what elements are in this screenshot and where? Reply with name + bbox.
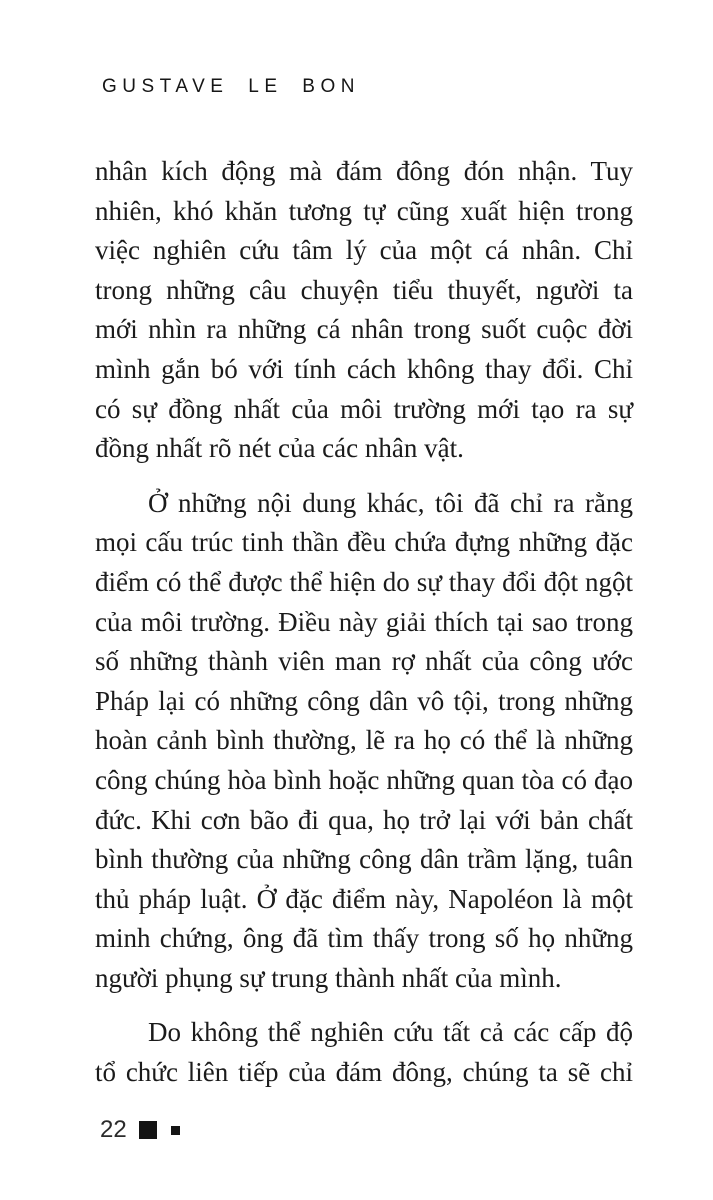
body-text [95,152,633,1093]
text-line: mới nhìn ra những cá nhân trong suốt cuộc đời [95,314,633,345]
text-line: số những thành viên man rợ nhất của công ước [95,646,633,677]
page-number: 22 [100,1116,127,1143]
text-line: hoàn cảnh bình thường, lẽ ra họ có thể là những [95,725,633,756]
text-line: việc nghiên cứu tâm lý của một cá nhân. Chỉ [95,235,633,266]
text-line: Ở những nội dung khác, tôi đã chỉ ra rằng [148,487,633,518]
small-square-icon [171,1126,180,1135]
text-line: nhiên, khó khăn tương tự cũng xuất hiện trong [95,195,633,226]
text-line: trong những câu chuyện tiểu thuyết, người ta [95,274,633,305]
text-line: đức. Khi cơn bão đi qua, họ trở lại với bản chất [95,804,633,835]
text-line: nhân kích động mà đám đông đón nhận. Tuy [95,156,633,186]
text-line: Pháp lại có những công dân vô tội, trong những [95,685,633,716]
text-line: mình gắn bó với tính cách không thay đổi. Chỉ [95,353,633,384]
text-line: mọi cấu trúc tinh thần đều chứa đựng những đặc [95,527,633,558]
text-line: người phụng sự trung thành nhất của mình. [95,962,562,993]
running-header-author: GUSTAVE LE BON [102,76,360,97]
text-line: Do không thể nghiên cứu tất cả các cấp độ [148,1017,633,1048]
large-square-icon [139,1121,157,1139]
text-line: bình thường của những công dân trầm lặng, tuân [95,844,633,875]
text-line: thủ pháp luật. Ở đặc điểm này, Napoléon là một [95,883,633,914]
text-line: tổ chức liên tiếp của đám đông, chúng ta sẽ chỉ [95,1057,633,1088]
text-line: điểm có thể được thể hiện do sự thay đổi đột ngột [95,566,633,597]
text-line: có sự đồng nhất của môi trường mới tạo ra sự [95,393,633,424]
text-line: đồng nhất rõ nét của các nhân vật. [95,433,464,464]
paragraph [95,1013,633,1092]
page-footer [100,1117,180,1143]
text-line: công chúng hòa bình hoặc những quan tòa có đạo [95,764,633,795]
paragraph [95,484,633,999]
paragraph [95,152,633,469]
text-line: minh chứng, ông đã tìm thấy trong số họ những [95,923,633,954]
text-line: của môi trường. Điều này giải thích tại sao trong [95,606,633,637]
